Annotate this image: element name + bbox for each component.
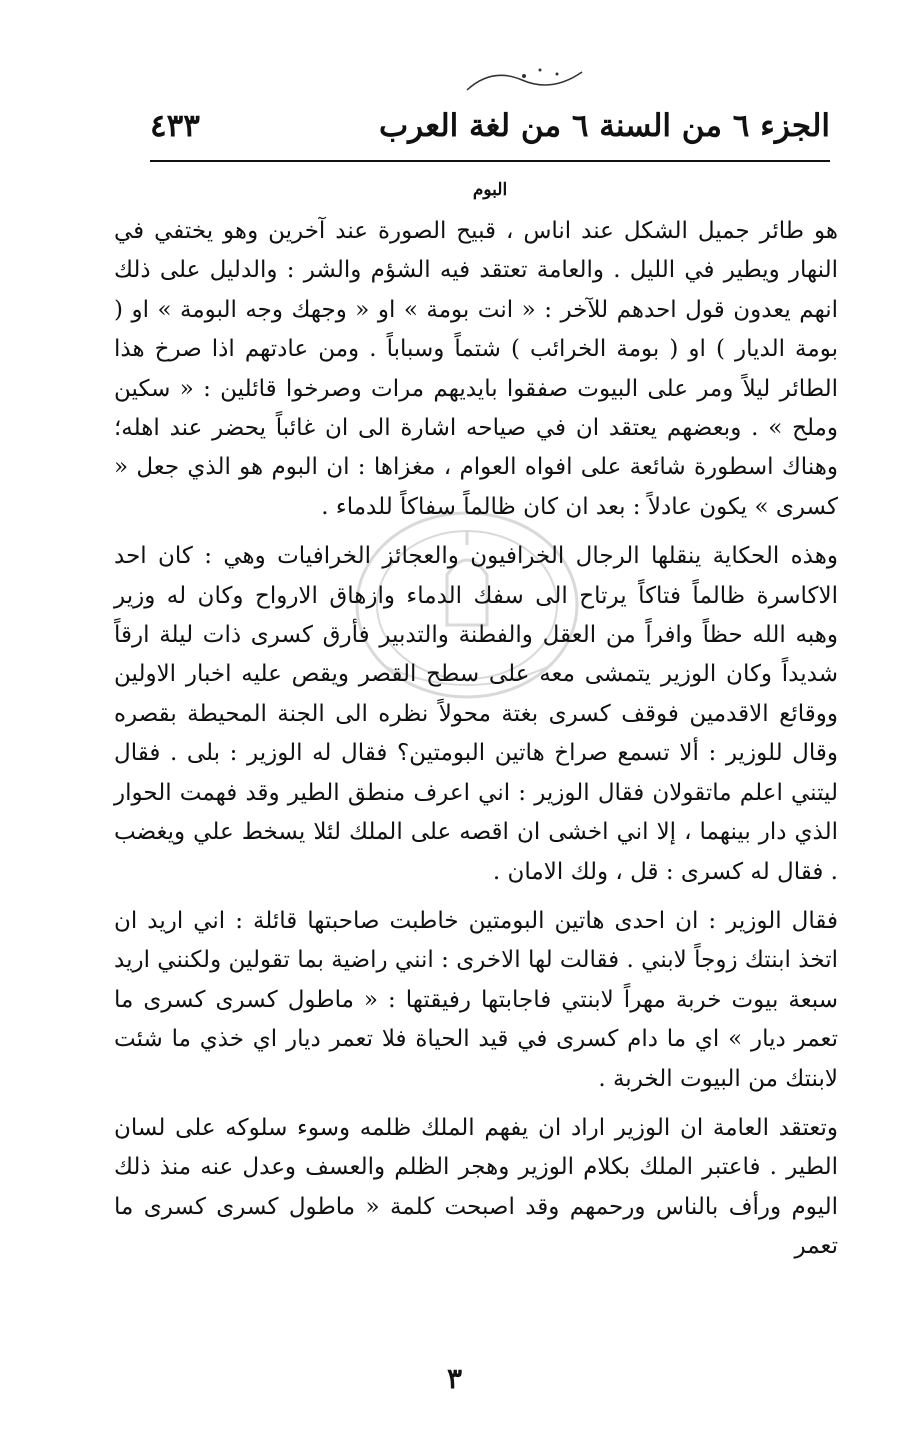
article-body xyxy=(114,212,838,1277)
paragraph-2: وهذه الحكاية ينقلها الرجال الخرافيون والعجائز الخرافيات وهي : كان احد الاكاسرة ظالماً فتاكاً يرتاح الى سفك الدماء وازهاق الارواح وكان له وزير وهبه الله حظاً وافراً من العقل والفطنة والتدبير فأرق كسرى ذات ليلة ارقاً شديداً وكان الوزير يتمشى معه على سطح القصر ويقص عليه اخبار الاولين ووقائع الاقدمين فوقف كسرى بغتة محولاً نظره الى الجنة المحيطة بقصره وقال للوزير : ألا تسمع صراخ هاتين البومتين؟ فقال له الوزير : بلى . فقال ليتني اعلم ماتقولان فقال الوزير : اني اعرف منطق الطير وقد فهمت الحوار الذي دار بينهما ، إلا اني اخشى ان اقصه على الملك لئلا يسخط علي ويغضب . فقال له كسرى : قل ، ولك الامان . xyxy=(114,543,838,885)
header-rule xyxy=(150,160,830,162)
section-title: البوم xyxy=(472,180,508,200)
paragraph-4: وتعتقد العامة ان الوزير اراد ان يفهم الملك ظلمه وسوء سلوكه على لسان الطير . فاعتبر الملك بكلام الوزير وهجر الظلم والعسف وعدل عنه منذ ذلك اليوم ورأف بالناس ورحمهم وقد اصبحت كلمة « ماطول كسرى كسرى ما تعمر xyxy=(114,1114,838,1260)
page-header xyxy=(150,96,830,156)
paragraph-1: هو طائر جميل الشكل عند اناس ، قبيح الصورة عند آخرين وهو يختفي في النهار ويطير في الليل . والعامة تعتقد فيه الشؤم والشر : والدليل على ذلك انهم يعدون قول احدهم للآخر : « انت بومة » او « وجهك وجه البومة » او ( بومة الديار ) او ( بومة الخرائب ) شتماً وسباباً . ومن عادتهم اذا صرخ هذا الطائر ليلاً ومر على البيوت صفقوا بايديهم مرات وصرخوا قائلين : « سكين وملح » . وبعضهم يعتقد ان في صياحه اشارة الى ان غائباً يحضر عند اهله؛ وهناك اسطورة شائعة على افواه العوام ، مغزاها : ان البوم هو الذي جعل « كسرى » يكون عادلاً : بعد ان كان ظالماً سفاكاً للدماء . xyxy=(114,218,838,520)
running-title: الجزء ٦ من السنة ٦ من لغة العرب xyxy=(378,108,830,144)
header-ornament xyxy=(462,62,592,96)
paragraph-3: فقال الوزير : ان احدى هاتين البومتين خاطبت صاحبتها قائلة : اني اريد ان اتخذ ابنتك زوجاً لابني . فقالت لها الاخرى : انني راضية بما تقولين ولكنني اريد سبعة بيوت خربة مهراً لابنتي فاجابتها رفيقتها : « ماطول كسرى كسرى ما تعمر ديار » اي ما دام كسرى في قيد الحياة فلا تعمر ديار اي خذي ما شئت لابنتك من البيوت الخربة . xyxy=(114,907,838,1092)
footer-page-number: ٣ xyxy=(446,1362,463,1395)
header-page-number: ٤٣٣ xyxy=(150,108,200,144)
